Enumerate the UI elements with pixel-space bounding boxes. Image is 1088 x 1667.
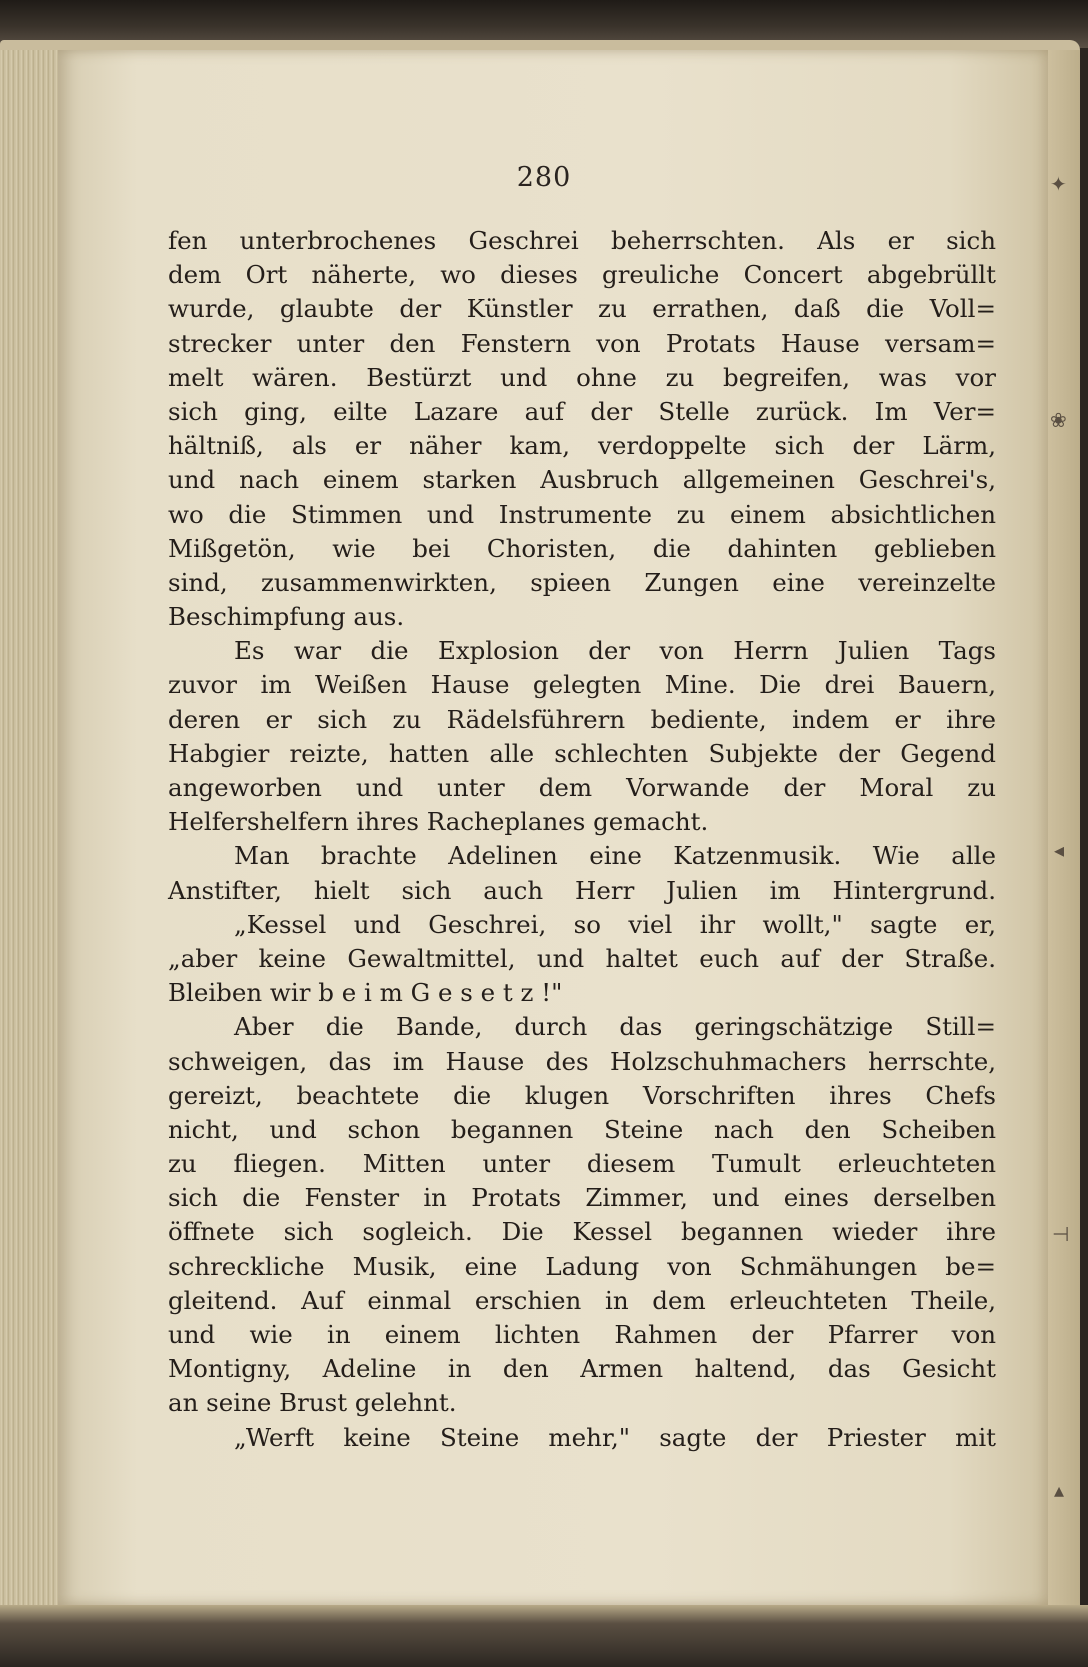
text-line: Bleiben wir b e i m G e s e t z !" (168, 978, 563, 1008)
text-line: wo die Stimmen und Instrumente zu einem absichtlichen (168, 499, 996, 529)
text-line: Helfershelfern ihres Racheplanes gemacht. (168, 807, 709, 837)
text-line: dem Ort näherte, wo dieses greuliche Concert abgebrüllt (168, 260, 996, 290)
text-line: fen unterbrochenes Geschrei beherrschten. Als er sich (168, 226, 996, 255)
text-line: Beschimpfung aus. (168, 602, 405, 632)
page-number: 280 (516, 162, 572, 193)
text-line: Montigny, Adeline in den Armen haltend, das Gesicht (168, 1354, 996, 1384)
text-line: gleitend. Auf einmal erschien in dem erleuchteten Theile, (168, 1285, 996, 1315)
text-line: hältniß, als er näher kam, verdoppelte sich der Lärm, (168, 431, 996, 461)
margin-mark-icon: ❀ (1050, 408, 1067, 432)
text-line: schreckliche Musik, eine Ladung von Schmähungen be= (168, 1251, 996, 1281)
text-line: „aber keine Gewaltmittel, und haltet euch auf der Straße. (168, 943, 996, 973)
text-line: öffnete sich sogleich. Die Kessel begannen wieder ihre (168, 1217, 996, 1247)
text-line: an seine Brust gelehnt. (168, 1388, 457, 1418)
body-text (168, 224, 996, 1455)
text-line: sich die Fenster in Protats Zimmer, und eines derselben (168, 1183, 996, 1213)
book-bottom-edge (0, 1605, 1088, 1667)
text-line: gereizt, beachtete die klugen Vorschriften ihres Chefs (168, 1080, 996, 1110)
text-line: wurde, glaubte der Künstler zu errathen, daß die Voll= (168, 294, 996, 324)
text-line: Anstifter, hielt sich auch Herr Julien im Hintergrund. (168, 875, 996, 905)
text-line: zu fliegen. Mitten unter diesem Tumult erleuchteten (168, 1149, 996, 1179)
margin-mark-icon: ✦ (1050, 172, 1067, 196)
margin-mark-icon: ▴ (1054, 1478, 1065, 1502)
margin-mark-icon: ◂ (1054, 838, 1065, 862)
text-line: und nach einem starken Ausbruch allgemeinen Geschrei's, (168, 465, 996, 495)
text-line: Es war die Explosion der von Herrn Julien Tags (234, 636, 996, 666)
text-line: Habgier reizte, hatten alle schlechten Subjekte der Gegend (168, 738, 996, 768)
text-line: Aber die Bande, durch das geringschätzige Still= (234, 1012, 996, 1042)
text-line: schweigen, das im Hause des Holzschuhmachers herrschte, (168, 1046, 996, 1076)
text-line: nicht, und schon begannen Steine nach den Scheiben (168, 1114, 996, 1144)
text-line: „Werft keine Steine mehr," sagte der Priester mit (234, 1422, 996, 1452)
margin-mark-icon: ⊣ (1052, 1222, 1070, 1246)
text-line: Mißgetön, wie bei Choristen, die dahinten geblieben (168, 533, 996, 563)
text-line: sind, zusammenwirkten, spieen Zungen eine vereinzelte (168, 567, 996, 597)
text-line: und wie in einem lichten Rahmen der Pfarrer von (168, 1320, 996, 1349)
text-line: sich ging, eilte Lazare auf der Stelle zurück. Im Ver= (168, 396, 996, 426)
text-line: deren er sich zu Rädelsführern bediente, indem er ihre (168, 704, 996, 734)
page-right-margin (1048, 50, 1080, 1605)
page-stack-left (0, 50, 63, 1610)
text-line: angeworben und unter dem Vorwande der Moral zu (168, 773, 996, 802)
text-line: Man brachte Adelinen eine Katzenmusik. Wie alle (234, 841, 996, 871)
text-line: zuvor im Weißen Hause gelegten Mine. Die drei Bauern, (168, 670, 996, 700)
text-line: „Kessel und Geschrei, so viel ihr wollt," sagte er, (234, 909, 996, 939)
text-line: melt wären. Bestürzt und ohne zu begreifen, was vor (168, 362, 996, 392)
text-line: strecker unter den Fenstern von Protats Hause versam= (168, 328, 996, 358)
